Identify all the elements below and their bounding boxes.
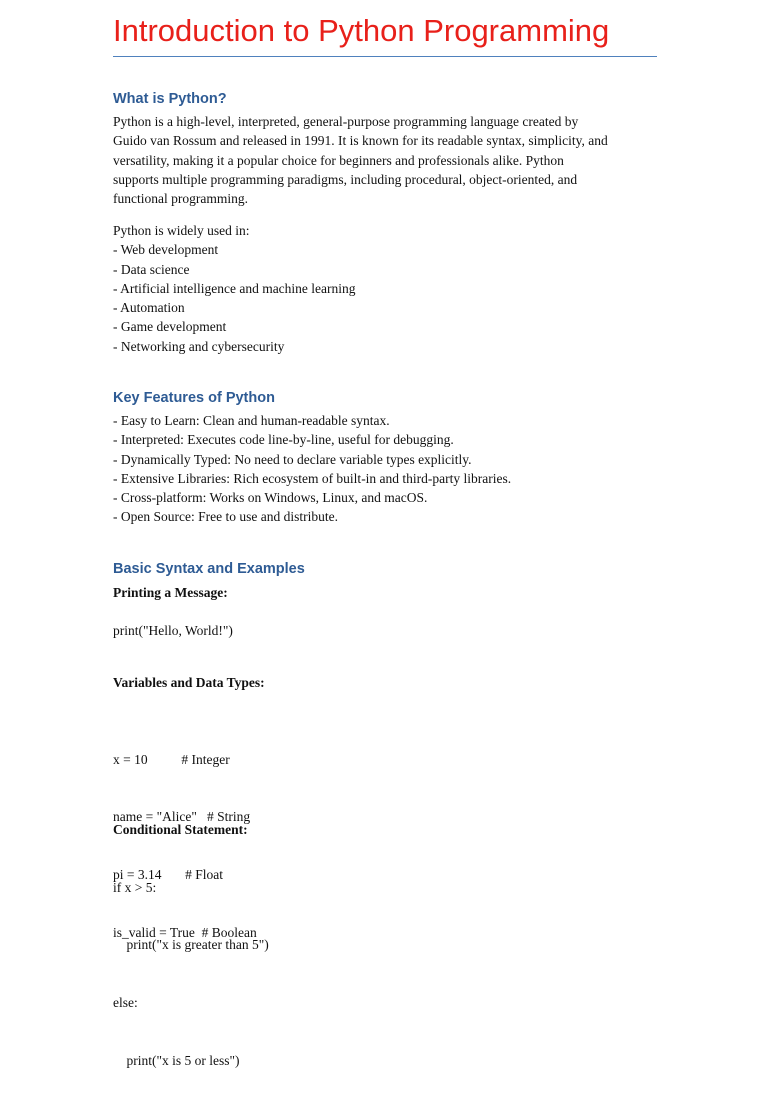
variables-label: Variables and Data Types: (113, 675, 265, 690)
code-line: else: (113, 995, 138, 1011)
page-title: Introduction to Python Programming (113, 13, 610, 48)
conditional-code (113, 839, 269, 1109)
list-item: - Data science (113, 261, 190, 277)
intro-line: Guido van Rossum and released in 1991. It is known for its readable syntax, simplicity, and (113, 133, 608, 149)
list-item: - Game development (113, 319, 227, 335)
list-item: - Networking and cybersecurity (113, 338, 285, 354)
conditional-label: Conditional Statement: (113, 822, 248, 837)
intro-line: supports multiple programming paradigms, including procedural, object-oriented, and (113, 171, 578, 187)
list-item: - Automation (113, 300, 185, 316)
list-item: - Open Source: Free to use and distribute. (113, 509, 338, 525)
printing-label: Printing a Message: (113, 585, 228, 600)
list-item: - Cross-platform: Works on Windows, Linux, and macOS. (113, 490, 428, 506)
list-item: - Interpreted: Executes code line-by-line, useful for debugging. (113, 432, 454, 448)
features-list (113, 411, 511, 527)
code-line: print("x is 5 or less") (113, 1053, 240, 1069)
code-line: print("x is greater than 5") (113, 937, 269, 953)
code-line: is_valid = True # Boolean (113, 925, 257, 941)
code-line: pi = 3.14 # Float (113, 867, 223, 883)
intro-line: versatility, making it a popular choice for beginners and professionals alike. Python (113, 152, 564, 168)
uses-list (113, 221, 356, 356)
code-line: if x > 5: (113, 879, 157, 895)
intro-line: functional programming. (113, 191, 248, 207)
printing-code: print("Hello, World!") (113, 623, 233, 638)
list-item: - Dynamically Typed: No need to declare variable types explicitly. (113, 451, 472, 467)
code-line: x = 10 # Integer (113, 751, 230, 767)
heading-what-is-python: What is Python? (113, 91, 227, 107)
title-underline (113, 56, 657, 57)
intro-paragraph (113, 112, 608, 208)
list-item: - Artificial intelligence and machine learning (113, 280, 356, 296)
code-line: name = "Alice" # String (113, 809, 251, 825)
list-item: - Easy to Learn: Clean and human-readable syntax. (113, 413, 390, 428)
list-item: - Extensive Libraries: Rich ecosystem of built-in and third-party libraries. (113, 470, 512, 486)
list-item: - Web development (113, 242, 219, 258)
uses-intro: Python is widely used in: (113, 223, 250, 238)
intro-line: Python is a high-level, interpreted, general-purpose programming language created by (113, 114, 579, 129)
heading-basic-syntax: Basic Syntax and Examples (113, 561, 305, 577)
heading-key-features: Key Features of Python (113, 390, 275, 406)
